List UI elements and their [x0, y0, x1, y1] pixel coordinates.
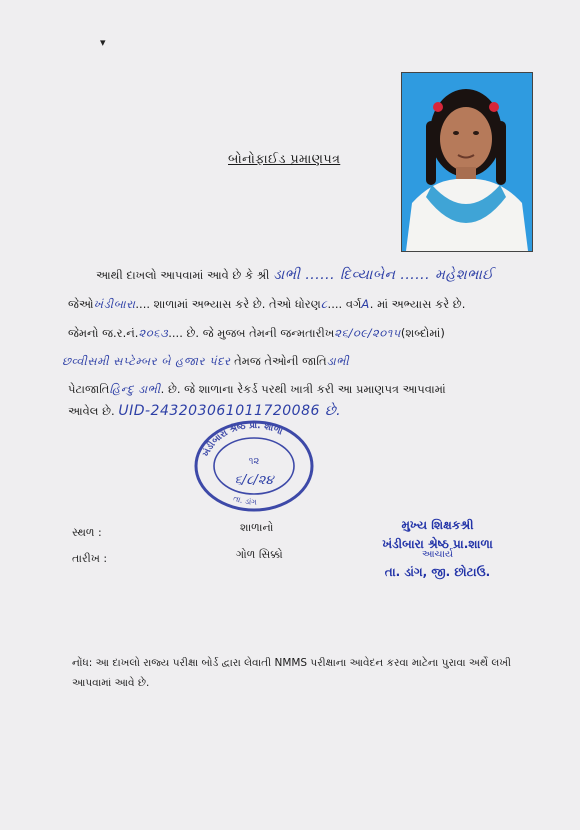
text-register-no: જેમનો જ.ર.નં.: [68, 326, 139, 340]
text-caste: તેમજ તેઓની જાતિ: [230, 354, 327, 368]
text-birthdate: .... છે. જે મુજબ તેમની જન્મતારીખ: [168, 326, 335, 340]
principal-signature-stamp: [355, 516, 520, 581]
text-school-studying: .... શાળામાં અભ્યાસ કરે છે. તેઓ ધોરણ: [135, 297, 321, 311]
handwritten-standard: ૮: [320, 297, 328, 311]
seal-school-label: શાળાનો: [240, 521, 274, 534]
line-register-dob: [68, 328, 445, 340]
place-label: સ્થળ :: [72, 526, 102, 539]
handwritten-school: ખંડીબારા: [93, 297, 136, 311]
text-in-words: (શબ્દોમાં): [400, 326, 445, 340]
handwritten-register-no: ૨૦૬૩: [138, 326, 169, 340]
text-studying: . માં અભ્યાસ કરે છે.: [369, 297, 466, 311]
signature-line-1: મુખ્ય શિક્ષકશ્રી: [401, 518, 474, 532]
seal-number: ૧૨: [248, 456, 260, 467]
handwritten-uid: UID-243203061011720086 છે.: [118, 403, 342, 419]
seal-label: ગોળ સિક્કો: [236, 548, 283, 561]
signature-line-4: તા. ડાંગ, જી. છોટાઉ.: [384, 564, 491, 579]
text-subcaste: પેટાજાતિ: [68, 382, 110, 396]
handwritten-birthdate-words: છવ્વીસમી સપ્ટેમ્બર બે હજાર પંદર: [62, 354, 231, 368]
handwritten-birthdate: ૨૬/૦૯/૨૦૧૫: [334, 326, 401, 340]
text-intro: આથી દાખલો આપવામાં આવે છે કે શ્રી: [96, 268, 270, 282]
handwritten-division: A: [361, 297, 370, 311]
text-jeo: જેઓ: [68, 297, 94, 311]
line-student-name: [96, 268, 494, 282]
handwritten-student-name: ડાભી ...... દિવ્યાબેન ...... મહેશભાઈ: [273, 267, 494, 283]
school-seal-stamp: [192, 418, 316, 512]
student-photo: [401, 72, 533, 252]
handwritten-caste: ડાભી: [326, 354, 350, 368]
signature-line-2: ખંડીબારા શ્રેષ્ઠ પ્રા.શાળા: [382, 536, 493, 551]
school-seal-drawing: [192, 418, 316, 512]
nmms-note: નોંધ: આ દાખલો રાજ્ય પરીક્ષા બોર્ડ દ્વારા લેવાતી NMMS પરીક્ષાના આવેદન કરવા માટેના પુરાવા અર્થે લખી આપવામાં આવે છે.: [72, 657, 511, 689]
handwritten-subcaste: હિન્દુ ડાભી: [109, 382, 161, 396]
seal-ring-bottom: તા. ડાંગ: [232, 493, 257, 507]
line-dob-words-caste: [62, 356, 349, 368]
date-label: તારીખ :: [72, 552, 108, 565]
corner-mark: ▾: [100, 36, 106, 49]
signature-line-3: આચાર્ય: [421, 549, 454, 561]
line-subcaste: [68, 384, 446, 396]
text-records: . છે. જે શાળાના રેકર્ડ પરથી ખાત્રી કરી આ પ્રમાણપત્ર આપવામાં: [160, 382, 446, 396]
svg-text:તા. ડાંગ: [232, 494, 257, 507]
student-photo-drawing: [402, 73, 532, 251]
line-school-class: [68, 299, 465, 311]
line-uid: [68, 404, 341, 418]
text-class: .... વર્ગ: [327, 297, 362, 311]
text-issued: આવેલ છે.: [68, 404, 115, 418]
certificate-title: બોનોફાઈડ પ્રમાણપત્ર: [228, 152, 341, 167]
seal-ring-top: ખંડીબારા શ્રેષ્ઠ પ્રા. શાળા: [201, 420, 284, 459]
seal-date: ૬/૮/૨૪: [234, 473, 274, 488]
